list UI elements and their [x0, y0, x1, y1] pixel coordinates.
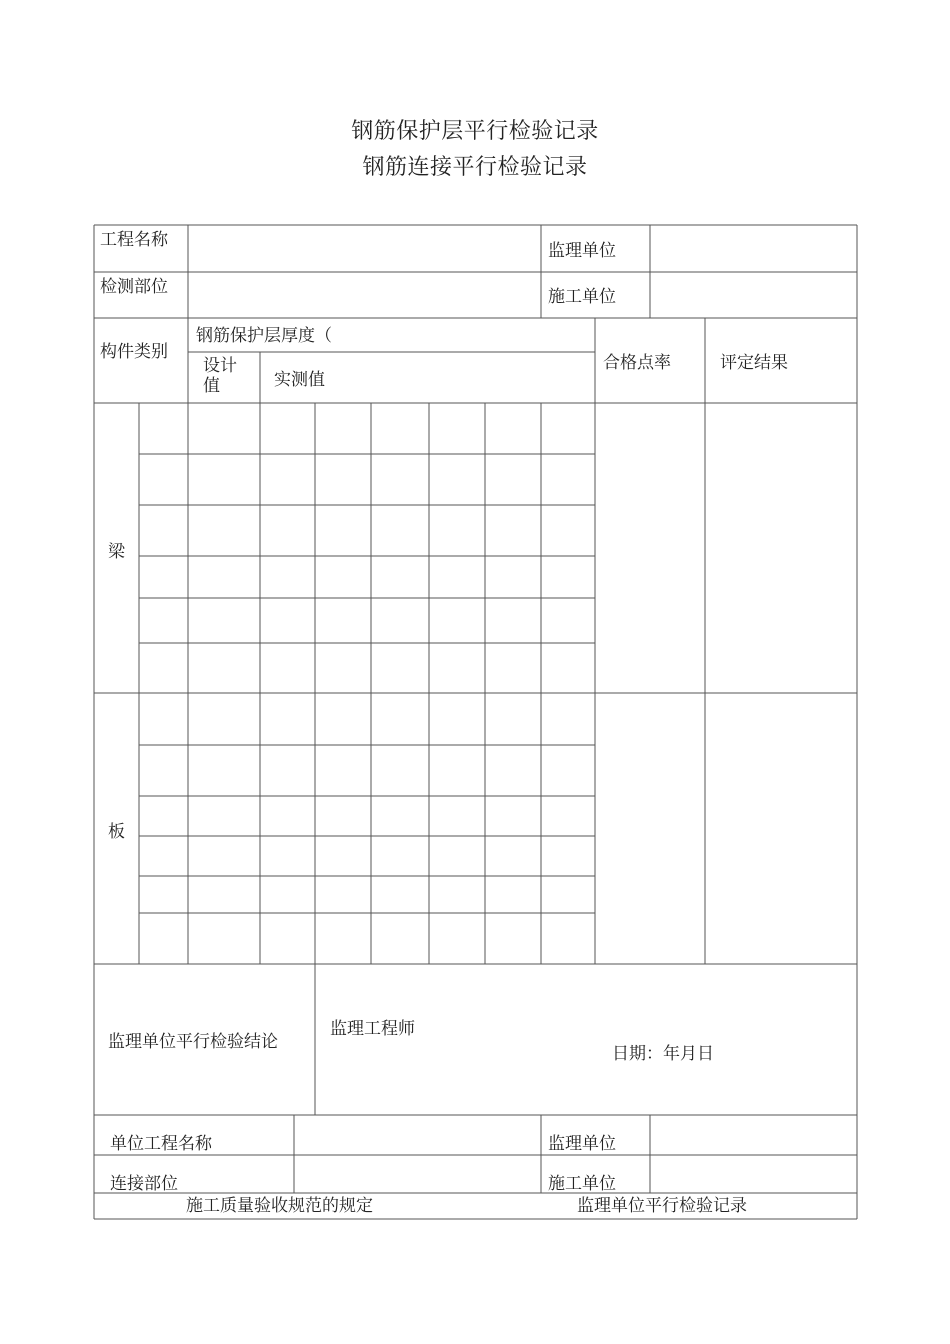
connection-part-label: 连接部位 [110, 1174, 178, 1194]
date-label: 日期：年月日 [612, 1044, 714, 1064]
cover-thickness-label: 钢筋保护层厚度（ [196, 326, 332, 346]
parallel-record-label: 监理单位平行检验记录 [577, 1196, 747, 1216]
component-type-label: 构件类别 [100, 342, 168, 362]
engineer-label: 监理工程师 [330, 1019, 415, 1039]
document-title-cover: 钢筋保护层平行检验记录 [351, 119, 599, 144]
document-title-connection: 钢筋连接平行检验记录 [362, 155, 588, 180]
project-name-label: 工程名称 [100, 230, 168, 250]
beam-label: 梁 [108, 542, 125, 562]
supervision-unit-label: 监理单位 [548, 241, 616, 261]
conclusion-label: 监理单位平行检验结论 [108, 1032, 278, 1052]
evaluation-result-label: 评定结果 [720, 353, 788, 373]
inspection-part-label: 检测部位 [100, 277, 168, 297]
unit-project-name-label: 单位工程名称 [110, 1134, 212, 1154]
supervision-unit-label-2: 监理单位 [548, 1134, 616, 1154]
measured-value-label: 实测值 [274, 370, 325, 390]
construction-unit-label-2: 施工单位 [548, 1174, 616, 1194]
slab-label: 板 [108, 822, 125, 842]
design-value-label: 设计值 [203, 356, 237, 396]
construction-unit-label: 施工单位 [548, 287, 616, 307]
pass-rate-label: 合格点率 [603, 353, 671, 373]
acceptance-spec-label: 施工质量验收规范的规定 [186, 1196, 373, 1216]
